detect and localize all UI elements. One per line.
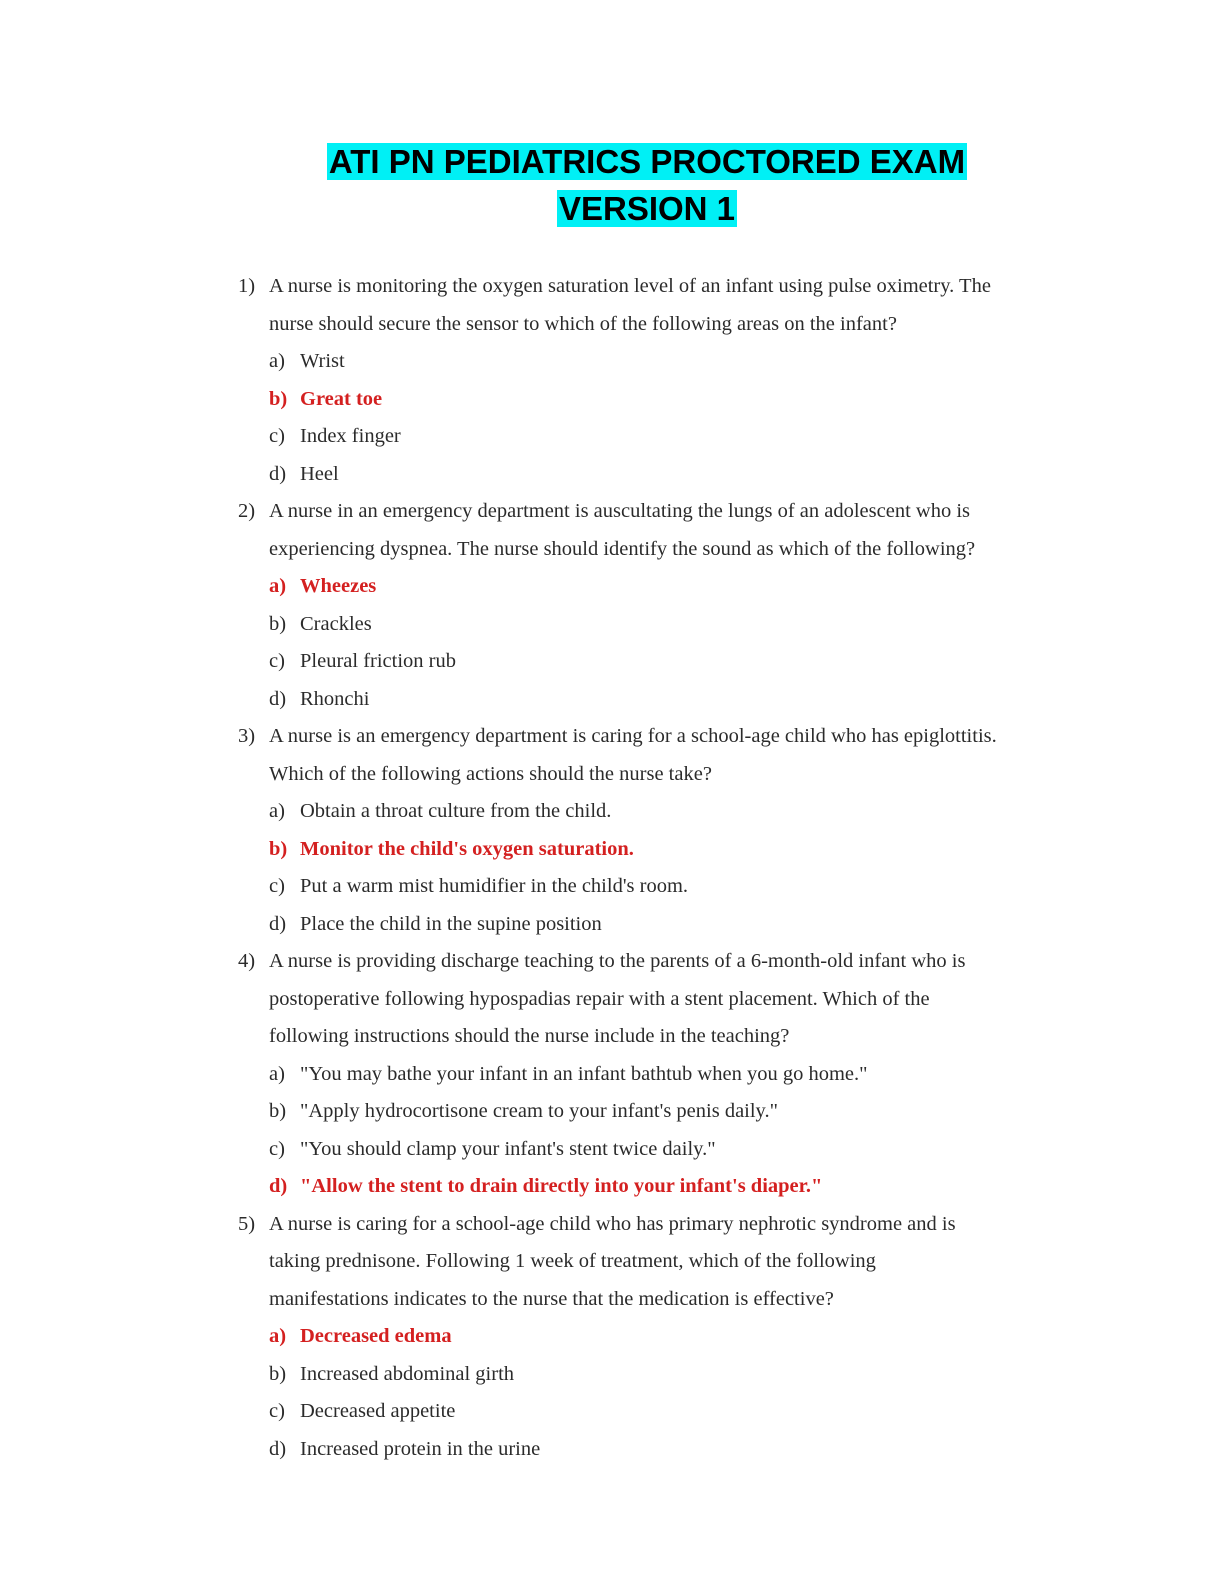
option-letter: c) xyxy=(269,650,285,672)
answer-option xyxy=(269,1131,998,1169)
option-letter: a) xyxy=(269,1062,285,1085)
option-letter: d) xyxy=(269,1175,288,1197)
question-row xyxy=(238,943,998,1056)
option-letter: c) xyxy=(269,875,285,897)
option-text: "You should clamp your infant's stent twice daily." xyxy=(300,1137,716,1160)
option-letter: a) xyxy=(269,800,285,822)
answer-options xyxy=(269,1318,998,1468)
answer-option-correct xyxy=(269,831,998,869)
answer-options xyxy=(269,343,998,493)
question-row xyxy=(238,493,998,568)
option-text: Monitor the child's oxygen saturation. xyxy=(300,837,634,860)
option-text: Index finger xyxy=(300,425,401,447)
answer-option-correct xyxy=(269,381,998,419)
option-text: Put a warm mist humidifier in the child's room. xyxy=(300,875,689,897)
option-letter: d) xyxy=(269,462,287,485)
answer-option xyxy=(269,643,998,681)
question-number: 5) xyxy=(238,1212,256,1235)
question-number: 4) xyxy=(238,950,256,972)
option-letter: c) xyxy=(269,1400,285,1422)
option-letter: a) xyxy=(269,575,287,597)
answer-option xyxy=(269,906,998,944)
answer-options xyxy=(269,568,998,718)
option-text: Increased abdominal girth xyxy=(300,1362,515,1385)
option-letter: b) xyxy=(269,387,288,410)
option-text: Heel xyxy=(300,462,339,485)
option-text: Rhonchi xyxy=(300,687,370,710)
question-item xyxy=(238,718,998,943)
answer-option-correct xyxy=(269,1318,998,1356)
answer-option xyxy=(269,868,998,906)
question-item xyxy=(238,268,998,493)
option-text: "You may bathe your infant in an infant bathtub when you go home." xyxy=(300,1062,868,1085)
option-text: "Allow the stent to drain directly into your infant's diaper." xyxy=(300,1175,823,1197)
option-text: Place the child in the supine position xyxy=(300,912,602,935)
option-letter: a) xyxy=(269,1325,287,1347)
option-text: Increased protein in the urine xyxy=(300,1437,541,1460)
option-text: Crackles xyxy=(300,612,372,635)
title-line-2 xyxy=(70,185,1224,232)
answer-option xyxy=(269,1431,998,1469)
answer-options xyxy=(269,793,998,943)
answer-option xyxy=(269,1056,998,1094)
question-text: A nurse in an emergency department is auscultating the lungs of an adolescent who is experiencing dyspnea. The nurse should identify the sound as which of the following? xyxy=(269,500,976,560)
option-text: Decreased edema xyxy=(300,1325,452,1347)
question-number: 2) xyxy=(238,500,256,522)
option-letter: b) xyxy=(269,837,288,860)
option-text: "Apply hydrocortisone cream to your infant's penis daily." xyxy=(300,1100,778,1122)
answer-option xyxy=(269,606,998,644)
question-text: A nurse is an emergency department is caring for a school-age child who has epiglottitis. Which of the following actions should the nurse take? xyxy=(269,725,997,785)
question-text: A nurse is caring for a school-age child who has primary nephrotic syndrome and is taking prednisone. Following 1 week of treatment, which of the following manifestations indicates to the nurse that the medication is effective? xyxy=(269,1212,956,1310)
question-list xyxy=(238,268,998,1468)
answer-option xyxy=(269,681,998,719)
question-number: 1) xyxy=(238,275,256,297)
option-text: Great toe xyxy=(300,387,383,410)
option-text: Wrist xyxy=(300,350,345,372)
question-text: A nurse is providing discharge teaching to the parents of a 6-month-old infant who is postoperative following hypospadias repair with a stent placement. Which of the following instructions should the nurse include in the teaching? xyxy=(269,950,966,1047)
option-letter: b) xyxy=(269,1362,287,1385)
option-text: Pleural friction rub xyxy=(300,650,456,672)
answer-option-correct xyxy=(269,1168,998,1206)
answer-option xyxy=(269,418,998,456)
answer-option xyxy=(269,1393,998,1431)
option-letter: c) xyxy=(269,1137,285,1160)
option-letter: d) xyxy=(269,912,287,935)
option-letter: d) xyxy=(269,1437,287,1460)
answer-option xyxy=(269,1356,998,1394)
option-letter: a) xyxy=(269,350,285,372)
option-letter: d) xyxy=(269,687,287,710)
option-letter: b) xyxy=(269,1100,287,1122)
answer-option xyxy=(269,343,998,381)
title-line-1 xyxy=(70,138,1224,185)
title-text-1: ATI PN PEDIATRICS PROCTORED EXAM xyxy=(328,143,966,180)
question-number: 3) xyxy=(238,725,256,747)
answer-option xyxy=(269,456,998,494)
answer-option xyxy=(269,793,998,831)
answer-option-correct xyxy=(269,568,998,606)
question-row xyxy=(238,1206,998,1319)
document-title xyxy=(0,138,1224,232)
question-row xyxy=(238,268,998,343)
question-item xyxy=(238,943,998,1206)
question-item xyxy=(238,1206,998,1469)
question-text: A nurse is monitoring the oxygen saturation level of an infant using pulse oximetry. The nurse should secure the sensor to which of the following areas on the infant? xyxy=(269,275,991,335)
question-row xyxy=(238,718,998,793)
answer-options xyxy=(269,1056,998,1206)
option-letter: b) xyxy=(269,612,287,635)
option-text: Wheezes xyxy=(300,575,377,597)
option-text: Decreased appetite xyxy=(300,1400,456,1422)
option-text: Obtain a throat culture from the child. xyxy=(300,800,612,822)
option-letter: c) xyxy=(269,425,285,447)
title-text-2: VERSION 1 xyxy=(558,190,736,227)
answer-option xyxy=(269,1093,998,1131)
question-item xyxy=(238,493,998,718)
